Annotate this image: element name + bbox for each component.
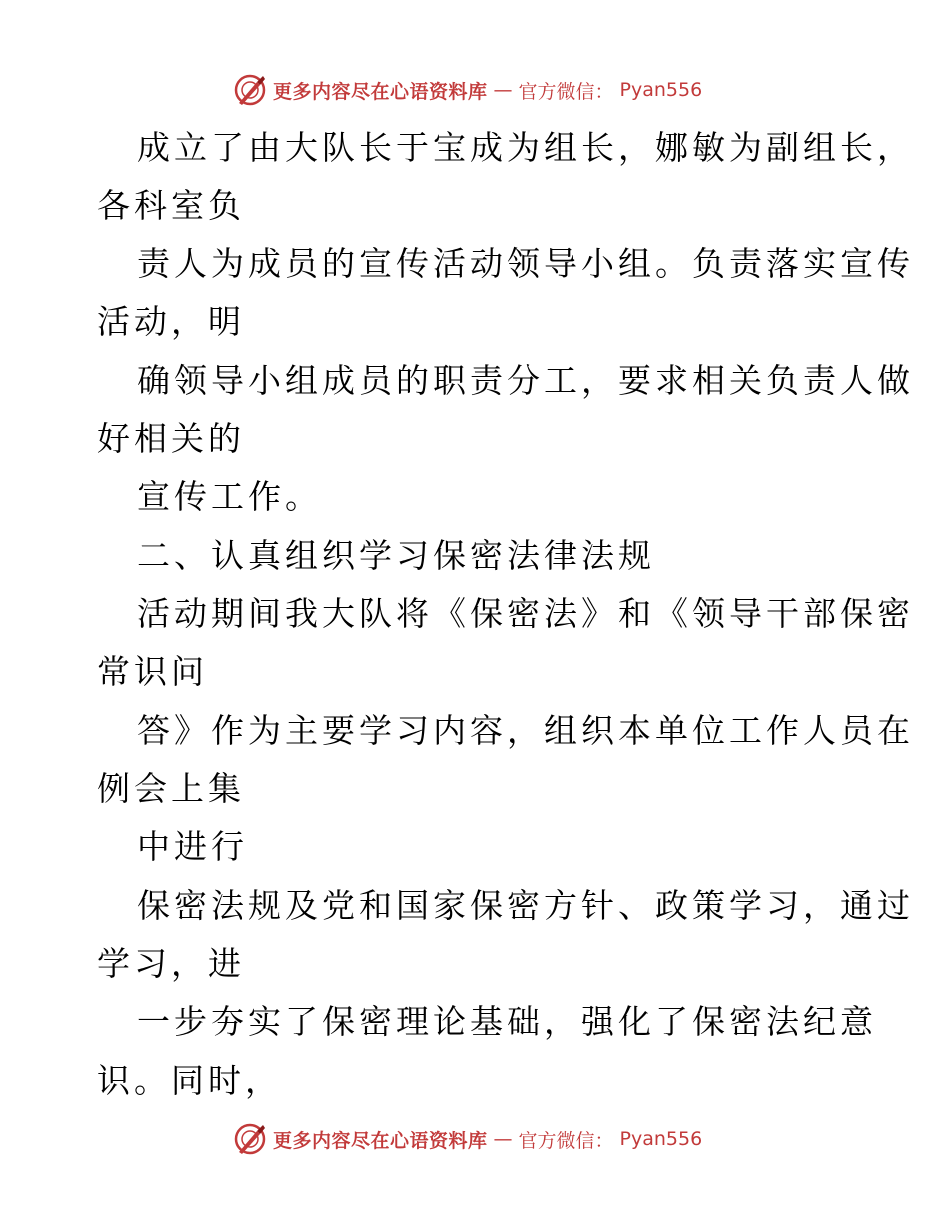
brush-logo-icon (233, 1122, 267, 1156)
paragraph-line: 答》作为主要学习内容，组织本单位工作人员在 (137, 711, 914, 750)
paragraph-line: 识。同时， (97, 1061, 282, 1100)
wechat-id: Pyan556 (619, 1128, 703, 1150)
brush-logo-icon (233, 73, 267, 107)
paragraph-line: 确领导小组成员的职责分工，要求相关负责人做 (137, 361, 914, 400)
paragraph-line: 宣传工作。 (137, 477, 322, 516)
paragraph-line: 各科室负 (97, 186, 245, 225)
paragraph-line: 常识问 (97, 652, 208, 691)
banner-separator: — (493, 1128, 513, 1150)
paragraph-line: 一步夯实了保密理论基础，强化了保密法纪意 (137, 1002, 877, 1041)
paragraph-line: 好相关的 (97, 419, 245, 458)
paragraph-line: 学习，进 (97, 944, 245, 983)
paragraph-line: 保密法规及党和国家保密方针、政策学习，通过 (137, 886, 914, 925)
paragraph-line: 例会上集 (97, 769, 245, 808)
paragraph-line: 责人为成员的宣传活动领导小组。负责落实宣传 (137, 244, 914, 283)
section-heading: 二、认真组织学习保密法律法规 (137, 536, 655, 575)
footer-watermark-banner (233, 1121, 702, 1157)
paragraph-line: 活动期间我大队将《保密法》和《领导干部保密 (137, 594, 914, 633)
paragraph-line: 成立了由大队长于宝成为组长，娜敏为副组长， (137, 128, 914, 167)
banner-separator: — (493, 79, 513, 101)
site-name: 更多内容尽在心语资料库 (273, 80, 488, 103)
wechat-label: 官方微信： (518, 1129, 614, 1152)
paragraph-line: 中进行 (137, 827, 248, 866)
wechat-label: 官方微信： (518, 80, 614, 103)
site-name: 更多内容尽在心语资料库 (273, 1129, 488, 1152)
paragraph-line: 活动，明 (97, 302, 245, 341)
header-watermark-banner (233, 72, 702, 108)
wechat-id: Pyan556 (619, 79, 703, 101)
